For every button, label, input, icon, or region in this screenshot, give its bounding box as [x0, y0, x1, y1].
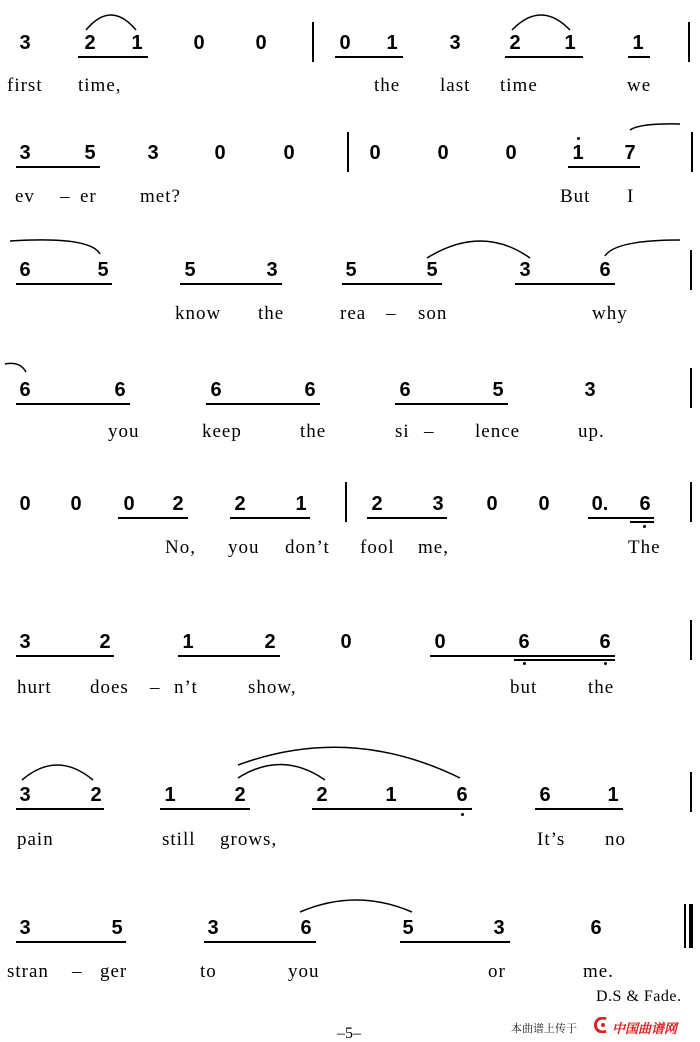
lyric: no — [605, 829, 626, 850]
octave-dot-low — [523, 662, 526, 665]
underline — [16, 166, 100, 168]
underline — [335, 56, 403, 58]
note: 5 — [84, 142, 96, 164]
lyric: does — [90, 677, 129, 698]
note: 6 — [300, 917, 312, 939]
note: 6 — [456, 784, 468, 806]
lyric: er — [80, 186, 97, 207]
underline — [16, 403, 130, 405]
note: 0 — [505, 142, 517, 164]
slur — [5, 363, 26, 372]
note: 6 — [304, 379, 316, 401]
note: 0 — [437, 142, 449, 164]
note: 3 — [19, 917, 31, 939]
note: 3 — [266, 259, 278, 281]
lyric: ev — [15, 186, 35, 207]
underline — [312, 808, 472, 810]
barline — [690, 368, 692, 408]
note: 7 — [624, 142, 636, 164]
note: 2 — [316, 784, 328, 806]
lyric: It’s — [537, 829, 566, 850]
note: 3 — [147, 142, 159, 164]
note: 2 — [234, 493, 246, 515]
octave-dot-low — [604, 662, 607, 665]
underline — [180, 283, 282, 285]
note: 6 — [210, 379, 222, 401]
underline — [16, 655, 114, 657]
underline — [16, 808, 104, 810]
underline — [78, 56, 148, 58]
lyric: lence — [475, 421, 521, 442]
lyric: or — [488, 961, 506, 982]
lyric: show, — [248, 677, 297, 698]
lyric: last — [440, 75, 471, 96]
octave-dot-low — [461, 813, 464, 816]
note: 1 — [632, 32, 644, 54]
note: 0 — [339, 32, 351, 54]
note: 3 — [519, 259, 531, 281]
slur — [10, 240, 100, 254]
barline — [688, 22, 690, 62]
note: 5 — [426, 259, 438, 281]
underline — [118, 517, 188, 519]
note: 0 — [70, 493, 82, 515]
lyric: n’t — [174, 677, 198, 698]
note: 3 — [19, 631, 31, 653]
lyric: still — [162, 829, 196, 850]
lyric: to — [200, 961, 217, 982]
note: 6 — [539, 784, 551, 806]
barline — [347, 132, 349, 172]
slur — [86, 15, 136, 30]
note: 2 — [84, 32, 96, 54]
lyric: – — [60, 186, 71, 207]
note: 3 — [19, 32, 31, 54]
note: 6 — [599, 631, 611, 653]
note: 2 — [99, 631, 111, 653]
lyric: don’t — [285, 537, 330, 558]
note: 3 — [432, 493, 444, 515]
note: 6 — [114, 379, 126, 401]
lyric: up. — [578, 421, 605, 442]
note: 1 — [385, 784, 397, 806]
barline — [690, 250, 692, 290]
ending-mark: D.S & Fade. — [596, 988, 682, 1005]
lyric: the — [300, 421, 327, 442]
note: 0 — [369, 142, 381, 164]
underline — [535, 808, 623, 810]
lyric: you — [228, 537, 260, 558]
lyric: hurt — [17, 677, 52, 698]
slur — [22, 765, 93, 780]
note: 2 — [371, 493, 383, 515]
watermark-logo-icon — [594, 1017, 612, 1033]
note: 1 — [131, 32, 143, 54]
note: 0 — [434, 631, 446, 653]
underline — [16, 941, 126, 943]
underline — [178, 655, 280, 657]
lyric: the — [374, 75, 401, 96]
note: 3 — [493, 917, 505, 939]
lyric: time, — [78, 75, 122, 96]
note: 1 — [182, 631, 194, 653]
note: 2 — [509, 32, 521, 54]
slur — [238, 764, 325, 780]
watermark-text: 本曲谱上传于 — [511, 1022, 577, 1035]
lyric: I — [627, 186, 635, 207]
underline — [630, 521, 654, 523]
barline — [690, 772, 692, 812]
note: 1 — [607, 784, 619, 806]
lyric: No, — [165, 537, 196, 558]
watermark-logo: 中国曲谱网 — [612, 1022, 678, 1037]
lyric: me. — [583, 961, 614, 982]
lyric: fool — [360, 537, 395, 558]
slur — [300, 900, 412, 912]
note: 6 — [639, 493, 651, 515]
lyric: – — [424, 421, 435, 442]
note: 0 — [538, 493, 550, 515]
lyric: si — [395, 421, 410, 442]
final-barline-thick — [689, 904, 693, 948]
note: 1 — [295, 493, 307, 515]
underline — [505, 56, 583, 58]
note: 5 — [402, 917, 414, 939]
lyric: me, — [418, 537, 449, 558]
note: 0 — [486, 493, 498, 515]
underline — [230, 517, 310, 519]
lyric: but — [510, 677, 538, 698]
note: 6 — [19, 379, 31, 401]
underline — [568, 166, 640, 168]
final-barline-thin — [684, 904, 686, 948]
lyric: know — [175, 303, 222, 324]
slur — [512, 15, 570, 30]
underline — [515, 283, 615, 285]
underline — [160, 808, 250, 810]
slur — [630, 124, 680, 130]
note: 0 — [123, 493, 135, 515]
note: 2 — [234, 784, 246, 806]
underline — [16, 283, 112, 285]
note: 0 — [214, 142, 226, 164]
underline — [204, 941, 316, 943]
note: 3 — [449, 32, 461, 54]
underline — [588, 517, 654, 519]
lyric: the — [258, 303, 285, 324]
octave-dot-high — [577, 137, 580, 140]
underline — [367, 517, 447, 519]
lyric: ger — [100, 961, 128, 982]
note: 6 — [19, 259, 31, 281]
lyric: met? — [140, 186, 181, 207]
note: 2 — [90, 784, 102, 806]
lyric: The — [628, 537, 661, 558]
underline — [400, 941, 510, 943]
note: 3 — [207, 917, 219, 939]
note: 5 — [345, 259, 357, 281]
lyric: stran — [7, 961, 49, 982]
underline — [514, 659, 615, 661]
lyric: But — [560, 186, 591, 207]
note: 5 — [492, 379, 504, 401]
note: 1 — [572, 142, 584, 164]
note: 0 — [19, 493, 31, 515]
note: 3 — [19, 784, 31, 806]
underline — [430, 655, 615, 657]
lyric: time — [500, 75, 538, 96]
octave-dot-low — [643, 525, 646, 528]
note: 1 — [386, 32, 398, 54]
note: 3 — [19, 142, 31, 164]
slur — [605, 240, 680, 256]
note: 6 — [599, 259, 611, 281]
lyric: we — [627, 75, 652, 96]
barline — [345, 482, 347, 522]
lyric: keep — [202, 421, 242, 442]
lyric: first — [7, 75, 43, 96]
lyric: grows, — [220, 829, 278, 850]
barline — [691, 132, 693, 172]
note: 0 — [340, 631, 352, 653]
note: 5 — [97, 259, 109, 281]
note: 5 — [111, 917, 123, 939]
note: 5 — [184, 259, 196, 281]
note: 6 — [590, 917, 602, 939]
note: 3 — [584, 379, 596, 401]
lyric: son — [418, 303, 448, 324]
lyric: you — [108, 421, 140, 442]
barline — [690, 620, 692, 660]
underline — [395, 403, 508, 405]
underline — [206, 403, 320, 405]
lyric: pain — [17, 829, 54, 850]
lyric: you — [288, 961, 320, 982]
note: 0. — [591, 493, 609, 515]
underline — [628, 56, 650, 58]
barline — [312, 22, 314, 62]
note: 1 — [164, 784, 176, 806]
note: 6 — [399, 379, 411, 401]
lyric: – — [150, 677, 161, 698]
note: 2 — [264, 631, 276, 653]
page-number: –5– — [337, 1025, 361, 1042]
underline — [342, 283, 442, 285]
lyric: why — [592, 303, 628, 324]
note: 0 — [283, 142, 295, 164]
lyric: the — [588, 677, 615, 698]
lyric: rea — [340, 303, 367, 324]
lyric: – — [72, 961, 83, 982]
lyric: – — [386, 303, 397, 324]
barline — [690, 482, 692, 522]
slur — [427, 241, 530, 258]
note: 2 — [172, 493, 184, 515]
note: 0 — [193, 32, 205, 54]
note: 0 — [255, 32, 267, 54]
slur — [238, 747, 460, 778]
note: 6 — [518, 631, 530, 653]
note: 1 — [564, 32, 576, 54]
